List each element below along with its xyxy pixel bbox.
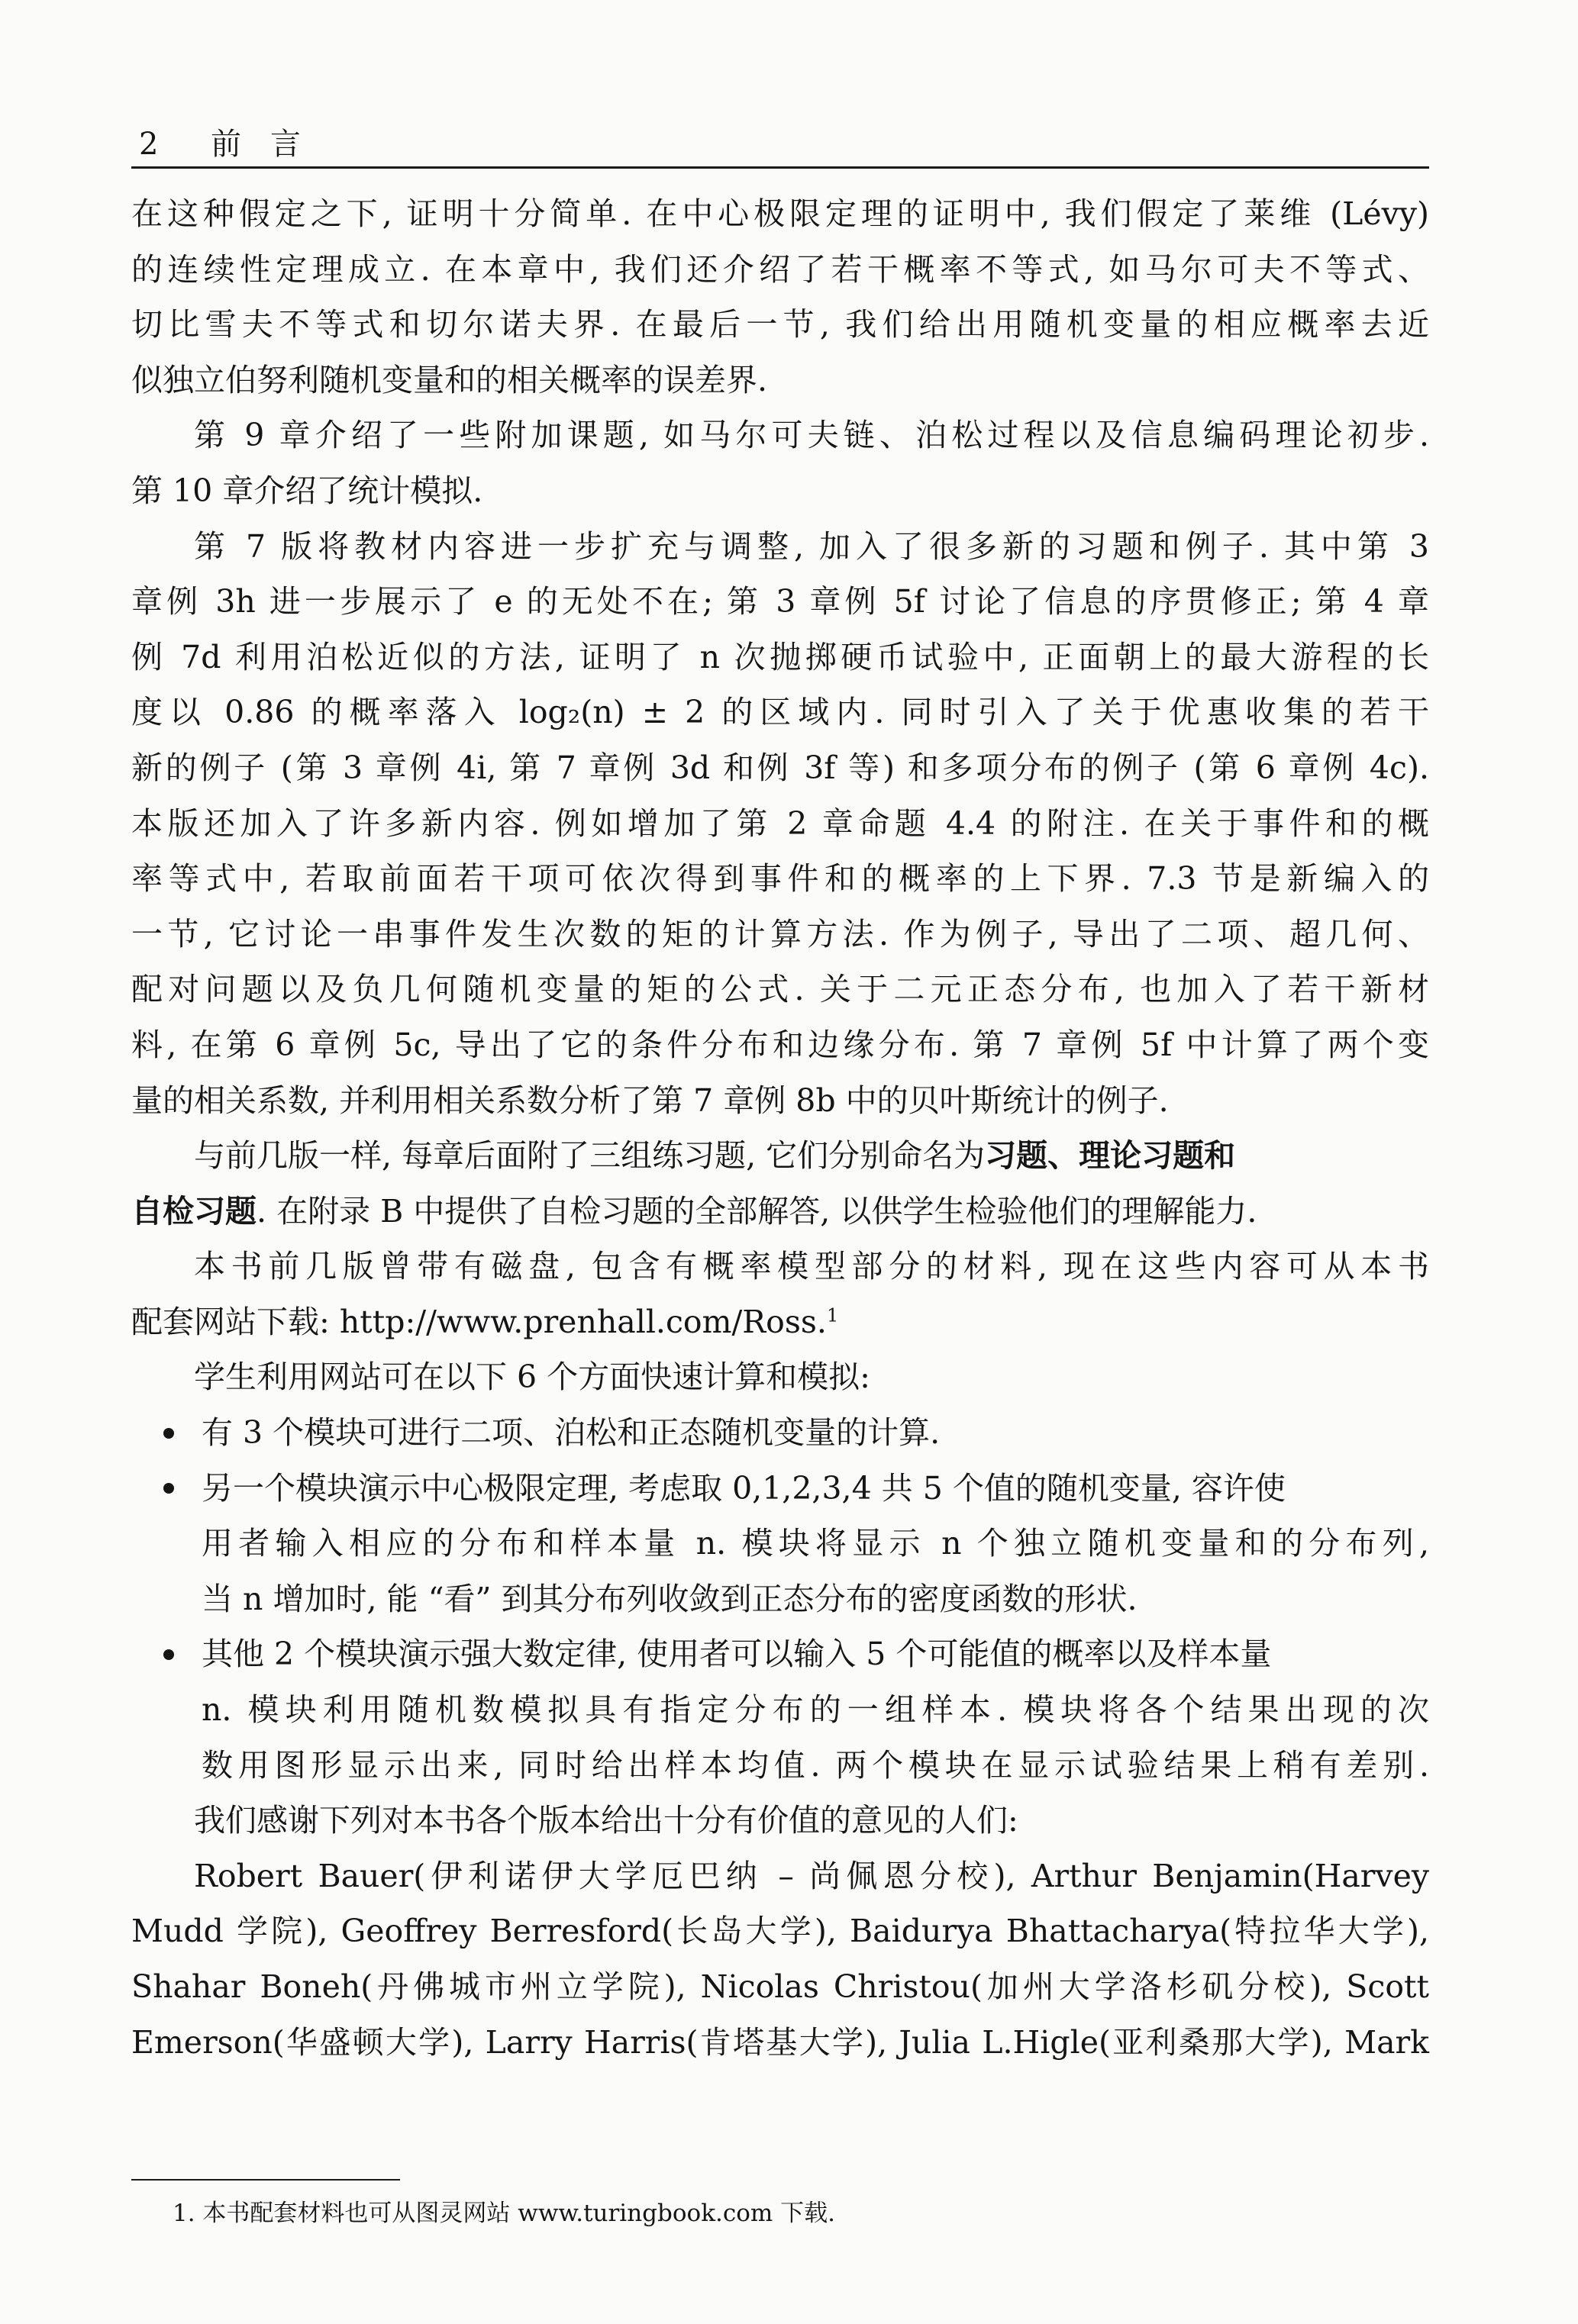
footnote-marker: 1 — [826, 1304, 839, 1326]
text-line: 第 9 章介绍了一些附加课题, 如马尔可夫链、泊松过程以及信息编码理论初步. — [194, 417, 1429, 454]
bullet-icon — [163, 1649, 174, 1660]
text-line: Robert Bauer(伊利诺伊大学厄巴纳 – 尚佩恩分校), Arthur Benjamin(Harvey — [194, 1857, 1429, 1894]
text-line: 我们感谢下列对本书各个版本给出十分有价值的意见的人们: — [194, 1802, 1018, 1839]
text-line: 新的例子 (第 3 章例 4i, 第 7 章例 3d 和例 3f 等) 和多项分布的例子 (第 6 章例 4c). — [131, 749, 1429, 786]
text-line: 自检习题. 在附录 B 中提供了自检习题的全部解答, 以供学生检验他们的理解能力. — [131, 1192, 1257, 1230]
footnote-rule — [131, 2179, 400, 2181]
bullet-icon — [163, 1483, 174, 1494]
text-line: 第 10 章介绍了统计模拟. — [131, 472, 483, 509]
text-line: 本版还加入了许多新内容. 例如增加了第 2 章命题 4.4 的附注. 在关于事件和的概 — [131, 804, 1429, 842]
text-line: 数用图形显示出来, 同时给出样本均值. 两个模块在显示试验结果上稍有差别. — [202, 1746, 1429, 1784]
text-line: 当 n 增加时, 能 “看” 到其分布列收敛到正态分布的密度函数的形状. — [202, 1580, 1138, 1617]
text-line: 的连续性定理成立. 在本章中, 我们还介绍了若干概率不等式, 如马尔可夫不等式、 — [131, 250, 1429, 288]
body-text — [131, 186, 1429, 2070]
header-rule — [131, 166, 1429, 169]
text-line: 例 7d 利用泊松近似的方法, 证明了 n 次抛掷硬币试验中, 正面朝上的最大游程的长 — [131, 638, 1429, 675]
running-header — [131, 121, 1429, 168]
bold-term: 自检习题 — [131, 1192, 257, 1230]
list-item: 其他 2 个模块演示强大数定律, 使用者可以输入 5 个可能值的概率以及样本量 — [131, 1626, 1429, 1682]
list-item: 另一个模块演示中心极限定理, 考虑取 0,1,2,3,4 共 5 个值的随机变量, 容许使 — [131, 1461, 1429, 1517]
text-line: 用者输入相应的分布和样本量 n. 模块将显示 n 个独立随机变量和的分布列, — [202, 1525, 1429, 1562]
page-number: 2 — [139, 127, 159, 162]
text-line: 本书前几版曾带有磁盘, 包含有概率模型部分的材料, 现在这些内容可从本书 — [194, 1248, 1429, 1285]
bold-term: 习题、理论习题和 — [985, 1137, 1236, 1175]
text-line: 在这种假定之下, 证明十分简单. 在中心极限定理的证明中, 我们假定了莱维 (Lévy) — [131, 195, 1429, 232]
text-line: Emerson(华盛顿大学), Larry Harris(肯塔基大学), Julia L.Higle(亚利桑那大学), Mark — [131, 2023, 1429, 2061]
text-line: 率等式中, 若取前面若干项可依次得到事件和的概率的上下界. 7.3 节是新编入的 — [131, 860, 1429, 898]
text-line: 量的相关系数, 并利用相关系数分析了第 7 章例 8b 中的贝叶斯统计的例子. — [131, 1081, 1169, 1119]
text-line: n. 模块利用随机数模拟具有指定分布的一组样本. 模块将各个结果出现的次 — [202, 1691, 1429, 1729]
text-line: 学生利用网站可在以下 6 个方面快速计算和模拟: — [194, 1359, 870, 1396]
list-item: 有 3 个模块可进行二项、泊松和正态随机变量的计算. — [131, 1405, 1429, 1461]
text-line: 与前几版一样, 每章后面附了三组练习题, 它们分别命名为习题、理论习题和 — [194, 1137, 1236, 1175]
bullet-icon — [163, 1428, 174, 1439]
text-line: 配套网站下载: http://www.prenhall.com/Ross.$^1$ — [131, 1303, 839, 1340]
footnote: 1. 本书配套材料也可从图灵网站 www.turingbook.com 下载. — [173, 2200, 835, 2227]
text-line: 章例 3h 进一步展示了 e 的无处不在; 第 3 章例 5f 讨论了信息的序贯修正; 第 4 章 — [131, 583, 1429, 620]
text-line: Shahar Boneh(丹佛城市州立学院), Nicolas Christou(加州大学洛杉矶分校), Scott — [131, 1968, 1429, 2005]
text-line: 似独立伯努利随机变量和的相关概率的误差界. — [131, 361, 768, 398]
text-line: 切比雪夫不等式和切尔诺夫界. 在最后一节, 我们给出用随机变量的相应概率去近 — [131, 306, 1429, 343]
running-title: 前言 — [211, 127, 330, 162]
text-line: 一节, 它讨论一串事件发生次数的矩的计算方法. 作为例子, 导出了二项、超几何、 — [131, 915, 1429, 952]
text-line: Mudd 学院), Geoffrey Berresford(长岛大学), Baidurya Bhattacharya(特拉华大学), — [131, 1913, 1429, 1950]
text-line: 料, 在第 6 章例 5c, 导出了它的条件分布和边缘分布. 第 7 章例 5f 中计算了两个变 — [131, 1026, 1429, 1063]
text-line: 配对问题以及负几何随机变量的矩的公式. 关于二元正态分布, 也加入了若干新材 — [131, 971, 1429, 1008]
text-line: 度以 0.86 的概率落入 log₂(n) ± 2 的区域内. 同时引入了关于优惠收集的若干 — [131, 694, 1429, 731]
text-line: 第 7 版将教材内容进一步扩充与调整, 加入了很多新的习题和例子. 其中第 3 — [194, 527, 1429, 565]
